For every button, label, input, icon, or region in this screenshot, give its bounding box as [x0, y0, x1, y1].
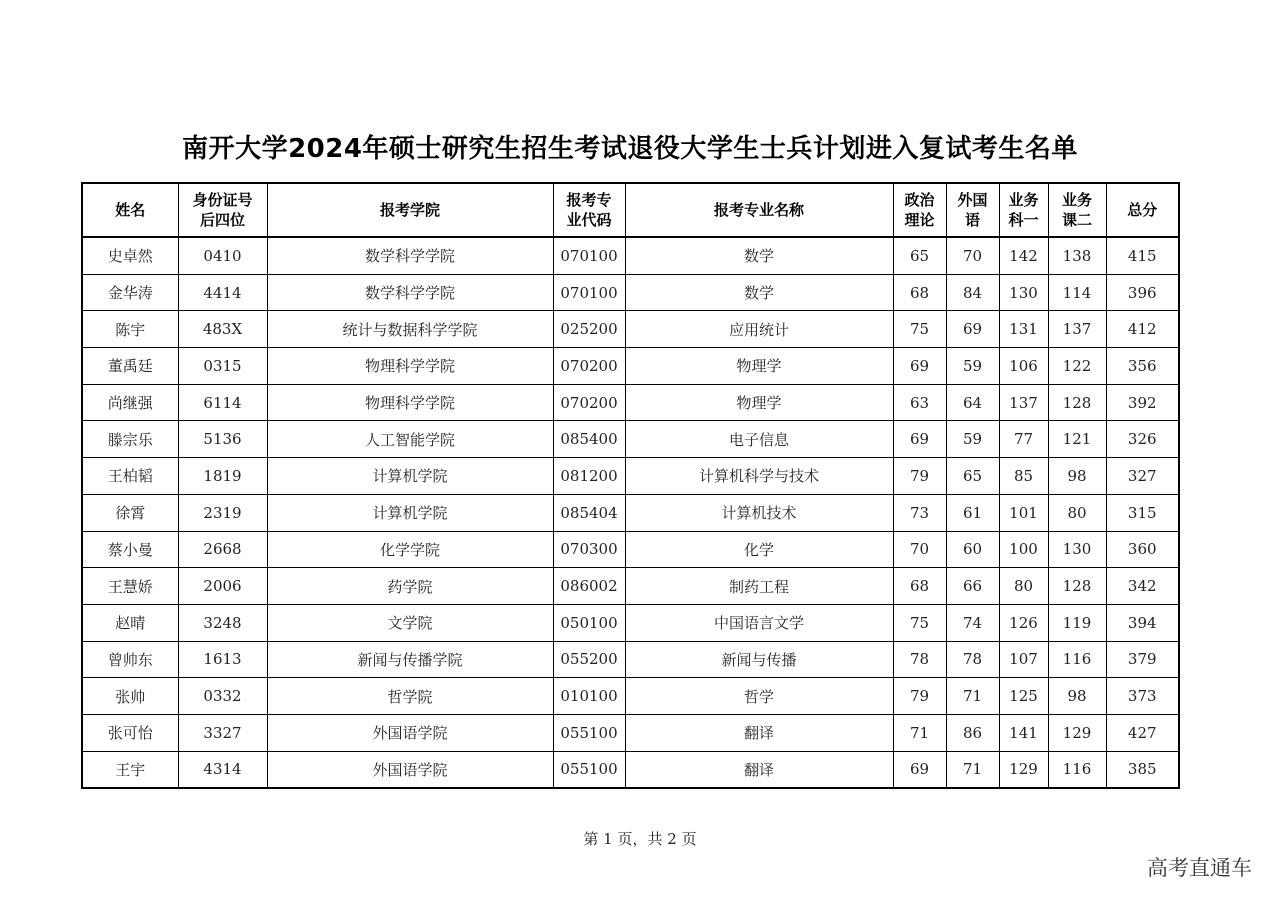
column-header-line: 报考学院 — [379, 201, 440, 219]
cell-subject2: 137 — [1048, 311, 1106, 348]
table-row — [82, 751, 1179, 788]
column-header-line: 总分 — [1127, 201, 1158, 219]
cell-major-code: 081200 — [553, 458, 625, 495]
column-header-foreign-lang — [946, 183, 999, 237]
cell-subject1: 85 — [999, 458, 1048, 495]
cell-id-last4: 6114 — [178, 384, 267, 421]
column-header-line: 语 — [964, 211, 980, 229]
column-header-line: 后四位 — [199, 211, 245, 229]
cell-subject1: 106 — [999, 348, 1048, 385]
document-title: 南开大学2024年硕士研究生招生考试退役大学生士兵计划进入复试考生名单 — [182, 134, 1078, 164]
cell-school: 化学学院 — [267, 531, 553, 568]
cell-foreign-lang: 60 — [946, 531, 999, 568]
cell-subject2: 128 — [1048, 384, 1106, 421]
column-header-major-name — [625, 183, 893, 237]
column-header-line: 理论 — [904, 211, 935, 229]
cell-name: 董禹廷 — [82, 348, 178, 385]
cell-school: 文学院 — [267, 604, 553, 641]
column-header-line: 报考专业名称 — [713, 201, 804, 219]
cell-foreign-lang: 59 — [946, 348, 999, 385]
cell-id-last4: 0332 — [178, 678, 267, 715]
column-header-school — [267, 183, 553, 237]
watermark-text: 高考直通车 — [1147, 856, 1252, 880]
cell-major-code: 070100 — [553, 237, 625, 274]
column-header-subject1 — [999, 183, 1048, 237]
cell-name: 滕宗乐 — [82, 421, 178, 458]
cell-total: 412 — [1106, 311, 1179, 348]
cell-id-last4: 5136 — [178, 421, 267, 458]
cell-politics: 75 — [893, 604, 946, 641]
cell-id-last4: 2668 — [178, 531, 267, 568]
table-row — [82, 311, 1179, 348]
cell-foreign-lang: 69 — [946, 311, 999, 348]
cell-name: 张帅 — [82, 678, 178, 715]
page-number: 第 1 页，共 2 页 — [583, 830, 697, 848]
cell-total: 385 — [1106, 751, 1179, 788]
cell-subject1: 125 — [999, 678, 1048, 715]
cell-school: 物理科学学院 — [267, 384, 553, 421]
table-row — [82, 458, 1179, 495]
cell-major-name: 新闻与传播 — [625, 641, 893, 678]
column-header-line: 业务 — [1008, 191, 1039, 209]
cell-politics: 69 — [893, 421, 946, 458]
cell-major-name: 数学 — [625, 274, 893, 311]
cell-id-last4: 1613 — [178, 641, 267, 678]
cell-subject1: 101 — [999, 494, 1048, 531]
table-row — [82, 568, 1179, 605]
cell-major-name: 物理学 — [625, 348, 893, 385]
cell-subject2: 128 — [1048, 568, 1106, 605]
cell-politics: 65 — [893, 237, 946, 274]
cell-total: 427 — [1106, 714, 1179, 751]
cell-name: 赵晴 — [82, 604, 178, 641]
cell-foreign-lang: 86 — [946, 714, 999, 751]
cell-subject2: 114 — [1048, 274, 1106, 311]
cell-foreign-lang: 65 — [946, 458, 999, 495]
cell-major-name: 制药工程 — [625, 568, 893, 605]
cell-total: 379 — [1106, 641, 1179, 678]
cell-subject1: 126 — [999, 604, 1048, 641]
cell-id-last4: 483X — [178, 311, 267, 348]
cell-major-code: 055100 — [553, 714, 625, 751]
cell-subject2: 80 — [1048, 494, 1106, 531]
column-header-major-code — [553, 183, 625, 237]
cell-subject1: 80 — [999, 568, 1048, 605]
cell-school: 统计与数据科学学院 — [267, 311, 553, 348]
cell-id-last4: 3327 — [178, 714, 267, 751]
cell-subject2: 121 — [1048, 421, 1106, 458]
cell-subject2: 116 — [1048, 751, 1106, 788]
cell-foreign-lang: 71 — [946, 678, 999, 715]
cell-foreign-lang: 70 — [946, 237, 999, 274]
column-header-line: 业代码 — [566, 211, 612, 229]
cell-subject1: 141 — [999, 714, 1048, 751]
column-header-line: 姓名 — [115, 201, 146, 219]
table-row — [82, 348, 1179, 385]
cell-name: 张可怡 — [82, 714, 178, 751]
cell-major-code: 086002 — [553, 568, 625, 605]
cell-id-last4: 3248 — [178, 604, 267, 641]
cell-major-code: 070300 — [553, 531, 625, 568]
cell-politics: 71 — [893, 714, 946, 751]
cell-politics: 79 — [893, 458, 946, 495]
cell-major-name: 哲学 — [625, 678, 893, 715]
candidate-table — [81, 182, 1180, 789]
column-header-politics — [893, 183, 946, 237]
cell-subject2: 98 — [1048, 458, 1106, 495]
cell-major-code: 055200 — [553, 641, 625, 678]
table-header-row — [82, 183, 1179, 237]
cell-foreign-lang: 84 — [946, 274, 999, 311]
cell-major-code: 070100 — [553, 274, 625, 311]
cell-school: 外国语学院 — [267, 714, 553, 751]
cell-name: 陈宇 — [82, 311, 178, 348]
cell-major-code: 070200 — [553, 348, 625, 385]
cell-major-name: 化学 — [625, 531, 893, 568]
column-header-line: 业务 — [1061, 191, 1092, 209]
cell-foreign-lang: 64 — [946, 384, 999, 421]
cell-subject2: 116 — [1048, 641, 1106, 678]
cell-school: 药学院 — [267, 568, 553, 605]
cell-foreign-lang: 61 — [946, 494, 999, 531]
cell-politics: 63 — [893, 384, 946, 421]
cell-subject2: 122 — [1048, 348, 1106, 385]
cell-total: 396 — [1106, 274, 1179, 311]
table-row — [82, 531, 1179, 568]
cell-name: 王柏韬 — [82, 458, 178, 495]
cell-major-name: 数学 — [625, 237, 893, 274]
cell-foreign-lang: 74 — [946, 604, 999, 641]
cell-major-name: 翻译 — [625, 714, 893, 751]
cell-school: 新闻与传播学院 — [267, 641, 553, 678]
cell-subject1: 77 — [999, 421, 1048, 458]
cell-school: 计算机学院 — [267, 458, 553, 495]
table-row — [82, 604, 1179, 641]
column-header-name — [82, 183, 178, 237]
cell-subject1: 131 — [999, 311, 1048, 348]
cell-id-last4: 0315 — [178, 348, 267, 385]
cell-major-code: 085400 — [553, 421, 625, 458]
cell-total: 356 — [1106, 348, 1179, 385]
cell-school: 哲学院 — [267, 678, 553, 715]
cell-total: 373 — [1106, 678, 1179, 715]
cell-id-last4: 2006 — [178, 568, 267, 605]
table-row — [82, 494, 1179, 531]
cell-total: 360 — [1106, 531, 1179, 568]
cell-name: 王慧娇 — [82, 568, 178, 605]
table-row — [82, 384, 1179, 421]
column-header-id-last4 — [178, 183, 267, 237]
table-row — [82, 641, 1179, 678]
cell-name: 金华涛 — [82, 274, 178, 311]
cell-major-code: 025200 — [553, 311, 625, 348]
cell-name: 王宇 — [82, 751, 178, 788]
cell-politics: 70 — [893, 531, 946, 568]
cell-subject2: 129 — [1048, 714, 1106, 751]
cell-total: 392 — [1106, 384, 1179, 421]
cell-politics: 68 — [893, 568, 946, 605]
cell-subject1: 130 — [999, 274, 1048, 311]
cell-major-name: 翻译 — [625, 751, 893, 788]
table-row — [82, 678, 1179, 715]
cell-id-last4: 1819 — [178, 458, 267, 495]
cell-id-last4: 0410 — [178, 237, 267, 274]
cell-major-name: 中国语言文学 — [625, 604, 893, 641]
cell-subject1: 137 — [999, 384, 1048, 421]
cell-subject2: 130 — [1048, 531, 1106, 568]
cell-subject2: 98 — [1048, 678, 1106, 715]
table-row — [82, 237, 1179, 274]
column-header-line: 身份证号 — [192, 191, 253, 209]
column-header-line: 外国 — [957, 191, 988, 209]
cell-school: 物理科学学院 — [267, 348, 553, 385]
cell-name: 曾帅东 — [82, 641, 178, 678]
cell-subject2: 138 — [1048, 237, 1106, 274]
table-row — [82, 421, 1179, 458]
table-body — [82, 237, 1179, 788]
cell-subject1: 107 — [999, 641, 1048, 678]
cell-id-last4: 4314 — [178, 751, 267, 788]
cell-politics: 69 — [893, 348, 946, 385]
cell-total: 326 — [1106, 421, 1179, 458]
cell-school: 外国语学院 — [267, 751, 553, 788]
column-header-line: 报考专 — [566, 191, 612, 209]
cell-subject1: 129 — [999, 751, 1048, 788]
cell-major-name: 应用统计 — [625, 311, 893, 348]
column-header-line: 课二 — [1061, 211, 1092, 229]
cell-major-code: 010100 — [553, 678, 625, 715]
cell-name: 史卓然 — [82, 237, 178, 274]
cell-id-last4: 2319 — [178, 494, 267, 531]
cell-total: 415 — [1106, 237, 1179, 274]
cell-subject1: 100 — [999, 531, 1048, 568]
cell-foreign-lang: 78 — [946, 641, 999, 678]
cell-name: 徐霄 — [82, 494, 178, 531]
cell-subject2: 119 — [1048, 604, 1106, 641]
cell-subject1: 142 — [999, 237, 1048, 274]
cell-politics: 69 — [893, 751, 946, 788]
cell-foreign-lang: 66 — [946, 568, 999, 605]
cell-politics: 73 — [893, 494, 946, 531]
column-header-subject2 — [1048, 183, 1106, 237]
cell-politics: 68 — [893, 274, 946, 311]
cell-school: 数学科学学院 — [267, 274, 553, 311]
cell-school: 人工智能学院 — [267, 421, 553, 458]
cell-school: 数学科学学院 — [267, 237, 553, 274]
cell-major-name: 物理学 — [625, 384, 893, 421]
cell-school: 计算机学院 — [267, 494, 553, 531]
cell-politics: 78 — [893, 641, 946, 678]
cell-id-last4: 4414 — [178, 274, 267, 311]
column-header-line: 政治 — [904, 191, 935, 209]
cell-total: 327 — [1106, 458, 1179, 495]
cell-major-code: 085404 — [553, 494, 625, 531]
cell-major-name: 计算机科学与技术 — [625, 458, 893, 495]
column-header-line: 科一 — [1008, 211, 1039, 229]
cell-major-name: 计算机技术 — [625, 494, 893, 531]
cell-politics: 75 — [893, 311, 946, 348]
column-header-total — [1106, 183, 1179, 237]
cell-politics: 79 — [893, 678, 946, 715]
cell-major-code: 055100 — [553, 751, 625, 788]
cell-foreign-lang: 71 — [946, 751, 999, 788]
cell-name: 蔡小曼 — [82, 531, 178, 568]
cell-major-code: 070200 — [553, 384, 625, 421]
cell-total: 342 — [1106, 568, 1179, 605]
cell-total: 394 — [1106, 604, 1179, 641]
cell-major-code: 050100 — [553, 604, 625, 641]
cell-name: 尚继强 — [82, 384, 178, 421]
cell-major-name: 电子信息 — [625, 421, 893, 458]
table-row — [82, 714, 1179, 751]
cell-foreign-lang: 59 — [946, 421, 999, 458]
table-row — [82, 274, 1179, 311]
cell-total: 315 — [1106, 494, 1179, 531]
